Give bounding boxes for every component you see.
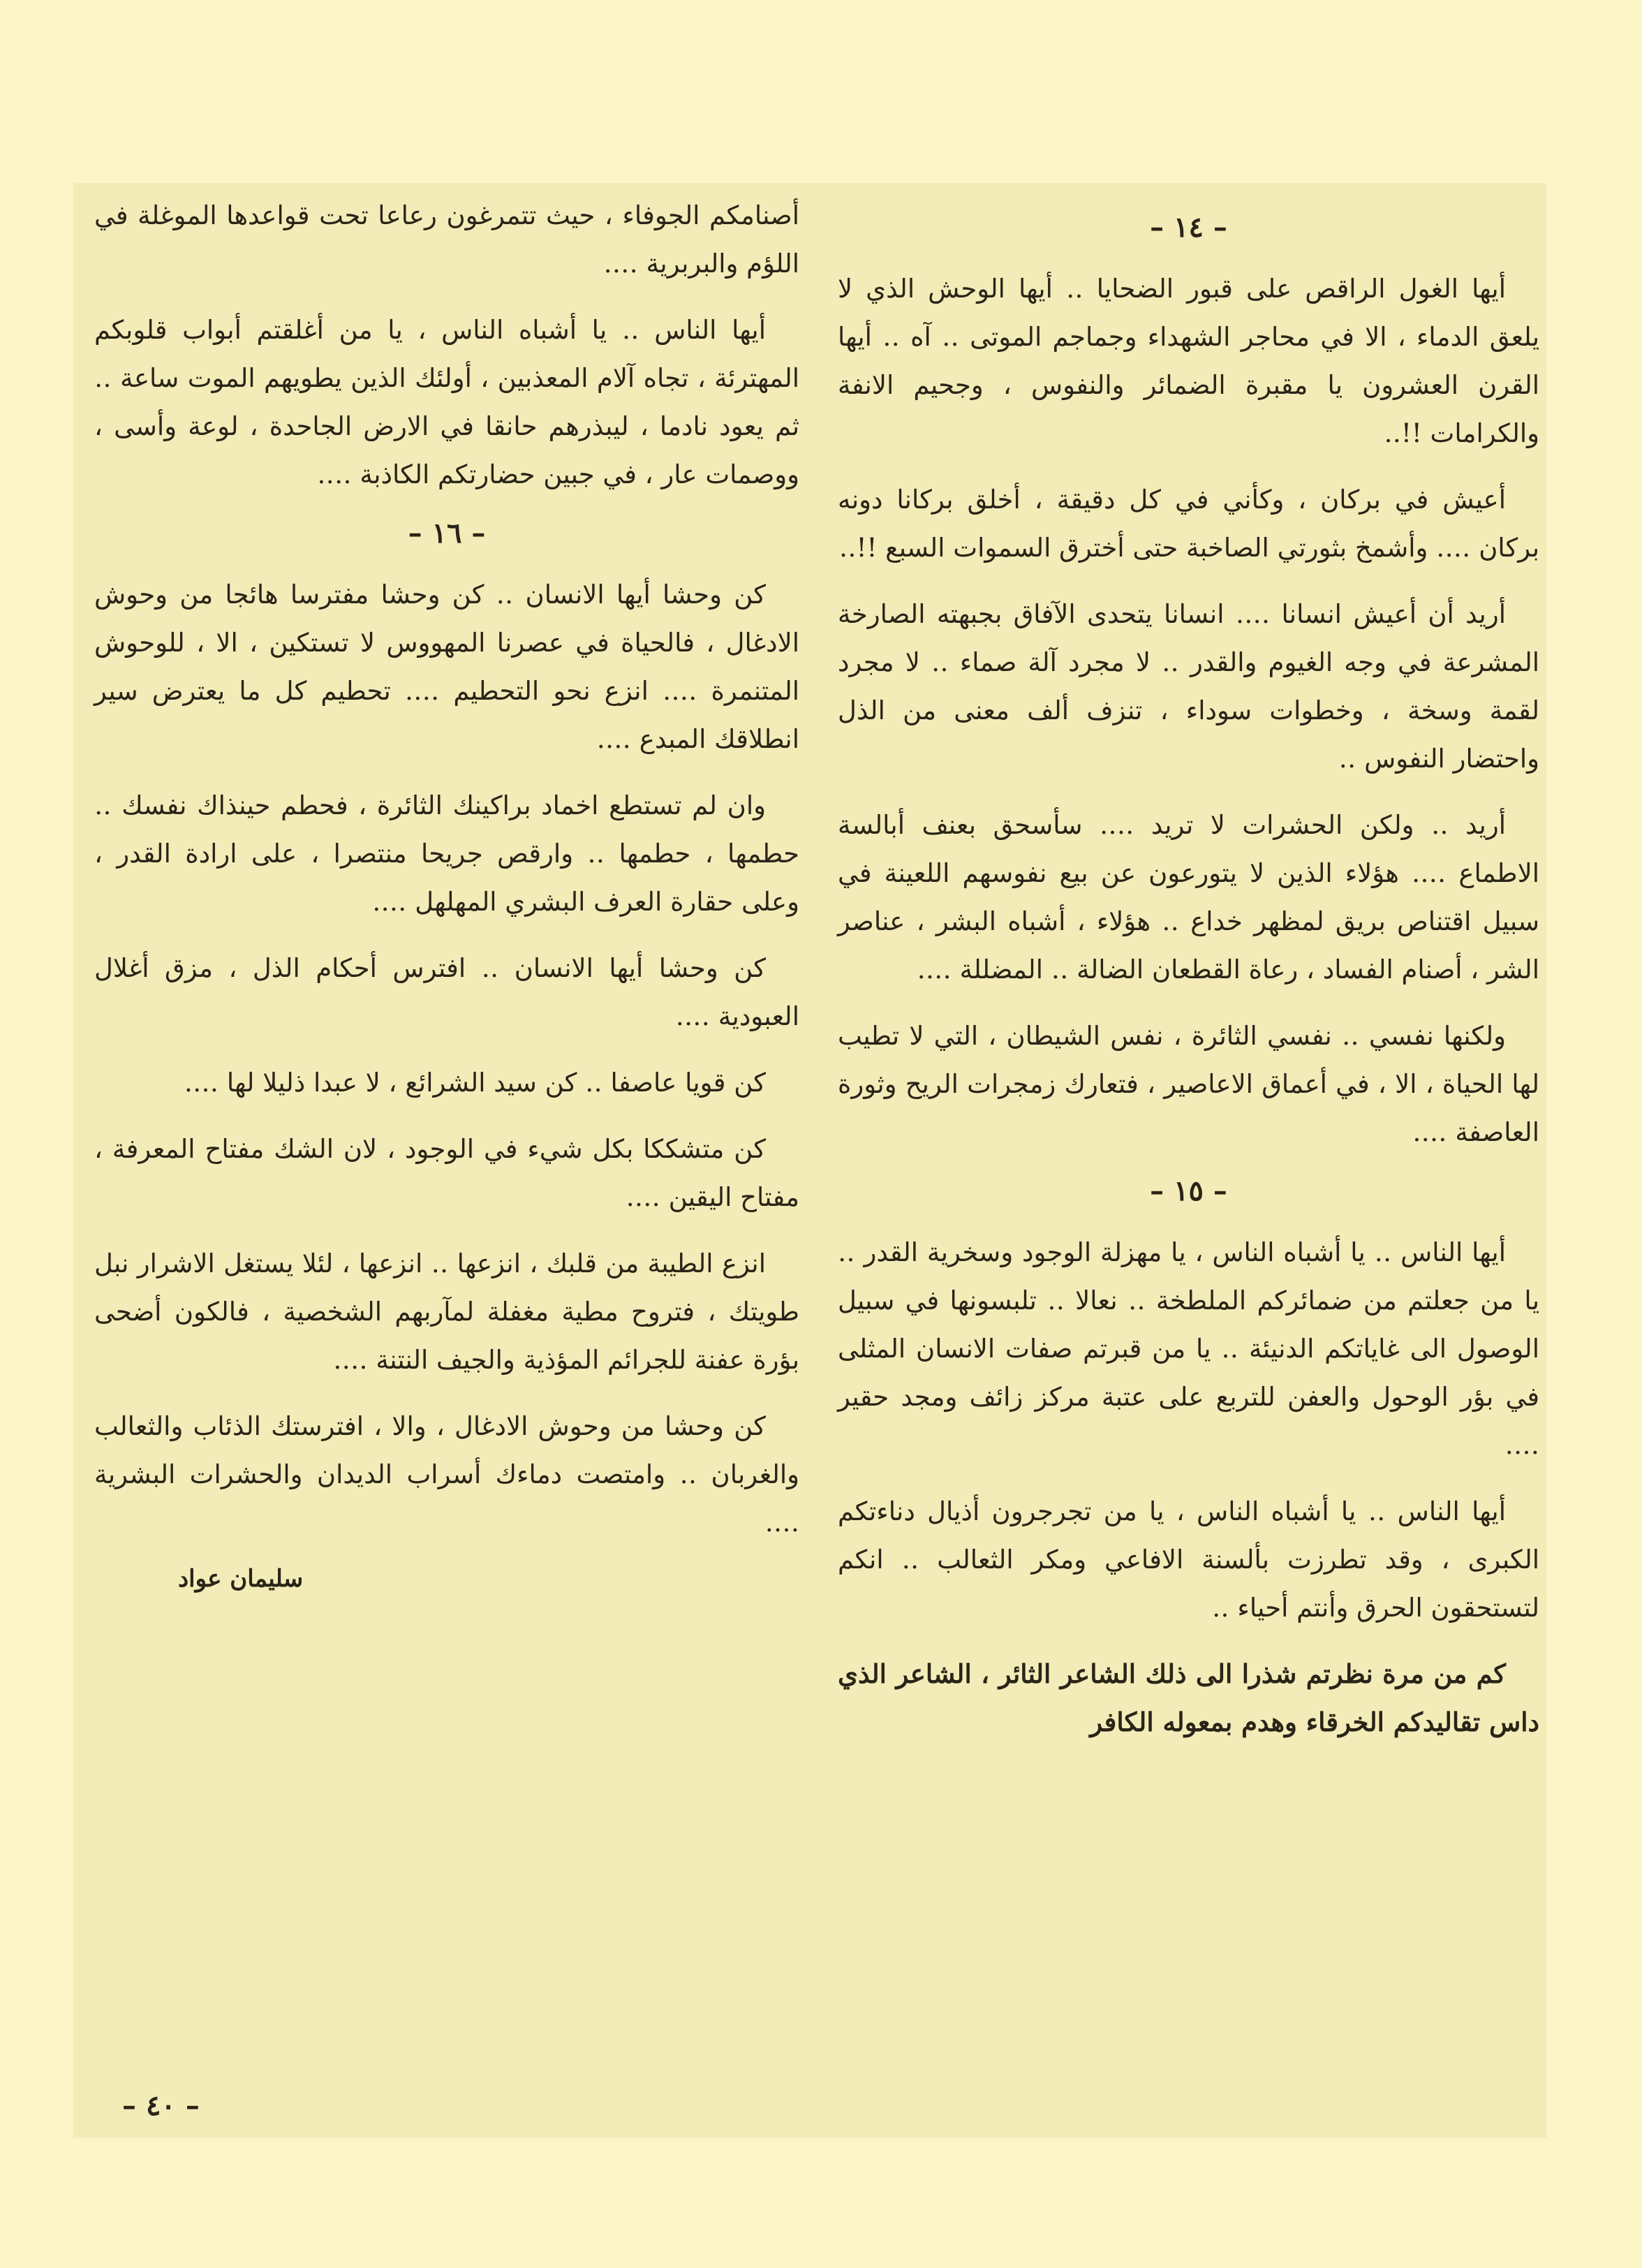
section-number-14: – ١٤ – xyxy=(1150,211,1227,244)
right-column xyxy=(838,204,1539,1765)
paragraph: كن قويا عاصفا ‥ كن سيد الشرائع ، لا عبدا ذليلا لها ‥‥ xyxy=(184,1068,766,1098)
section-number-15: – ١٥ – xyxy=(1150,1174,1227,1207)
paragraph: كن وحشا أيها الانسان ‥ كن وحشا مفترسا هائجا من وحوش الادغال ، فالحياة في عصرنا المهووس لا تستكين ، الا ، للوحوش المتنمرة ‥‥ انزع نحو التحطيم ‥‥ تحطيم كل ما يعترض سير انطلاقك المبدع ‥‥ xyxy=(94,580,799,754)
paragraph: وان لم تستطع اخماد براكينك الثائرة ، فحطم حينذاك نفسك ‥ حطمها ، حطمها ‥ وارقص جريحا منتصرا ، على ارادة القدر ، وعلى حقارة العرف البشري المهلهل ‥‥ xyxy=(94,790,799,917)
paragraph: أعيش في بركان ، وكأني في كل دقيقة ، أخلق بركانا دونه بركان ‥‥ وأشمخ بثورتي الصاخبة حتى أخترق السموات السبع !!‥ xyxy=(838,485,1539,563)
section-number-16: – ١٦ – xyxy=(408,517,486,550)
page-number: – ٤٠ – xyxy=(122,2089,200,2122)
paragraph: أيها الناس ‥ يا أشباه الناس ، يا مهزلة الوجود وسخرية القدر ‥ يا من جعلتم من ضمائركم الملطخة ‥ نعالا ‥ تلبسونها في سبيل الوصول الى غاياتكم الدنيئة ‥ يا من قبرتم صفات الانسان المثلى في بؤر الوحول والعفن للتربع على عتبة مركز زائف ومجد حقير ‥‥ xyxy=(838,1237,1539,1460)
paragraph: ولكنها نفسي ‥ نفسي الثائرة ، نفس الشيطان ، التي لا تطيب لها الحياة ، الا ، في أعماق الاعاصير ، فتعارك زمجرات الريح وثورة العاصفة ‥‥ xyxy=(838,1021,1539,1147)
paragraph: أصنامكم الجوفاء ، حيث تتمرغون رعاعا تحت قواعدها الموغلة في اللؤم والبربرية ‥‥ xyxy=(94,200,799,279)
paragraph: أيها الناس ‥ يا أشباه الناس ، يا من أغلقتم أبواب قلوبكم المهترئة ، تجاه آلام المعذبين ، أولئك الذين يطويهم الموت ساعة ‥ ثم يعود نادما ، ليبذرهم حانقا في الارض الجاحدة ، لوعة وأسى ، ووصمات عار ، في جبين حضارتكم الكاذبة ‥‥ xyxy=(94,315,799,489)
paragraph: كن وحشا أيها الانسان ‥ افترس أحكام الذل ، مزق أغلال العبودية ‥‥ xyxy=(94,953,799,1031)
paragraph: أريد أن أعيش انسانا ‥‥ انسانا يتحدى الآفاق بجبهته الصارخة المشرعة في وجه الغيوم والقدر ‥ لا مجرد آلة صماء ‥ لا مجرد لقمة وسخة ، وخطوات سوداء ، تنزف ألف معنى من الذل واحتضار النفوس ‥ xyxy=(838,599,1539,774)
paragraph: أريد ‥ ولكن الحشرات لا تريد ‥‥ سأسحق بعنف أبالسة الاطماع ‥‥ هؤلاء الذين لا يتورعون عن بيع نفوسهم اللعينة في سبيل اقتناص بريق لمظهر خداع ‥ هؤلاء ، أشباه البشر ، عناصر الشر ، أصنام الفساد ، رعاة القطعان الضالة ‥ المضللة ‥‥ xyxy=(838,810,1539,985)
author-signature: سليمان عواد xyxy=(178,1565,304,1593)
paragraph: انزع الطيبة من قلبك ، انزعها ‥ انزعها ، لئلا يستغل الاشرار نبل طويتك ، فتروح مطية مغفلة لمآربهم الشخصية ، فالكون أضحى بؤرة عفنة للجرائم المؤذية والجيف النتنة ‥‥ xyxy=(94,1249,799,1375)
paragraph: أيها الغول الراقص على قبور الضحايا ‥ أيها الوحش الذي لا يلعق الدماء ، الا في محاجر الشهداء وجماجم الموتى ‥ آه ‥ أيها القرن العشرون يا مقبرة الضمائر والنفوس ، وجحيم الانفة والكرامات !!‥ xyxy=(838,274,1539,448)
paragraph: أيها الناس ‥ يا أشباه الناس ، يا من تجرجرون أذيال دناءتكم الكبرى ، وقد تطرزت بألسنة الافاعي ومكر الثعالب ‥ انكم لتستحقون الحرق وأنتم أحياء ‥ xyxy=(838,1496,1539,1623)
paragraph: كن وحشا من وحوش الادغال ، والا ، افترستك الذئاب والثعالب والغربان ‥ وامتصت دماءك أسراب الديدان والحشرات البشرية ‥‥ xyxy=(94,1411,799,1538)
magazine-page xyxy=(73,183,1546,2138)
paragraph: كن متشككا بكل شيء في الوجود ، لان الشك مفتاح المعرفة ، مفتاح اليقين ‥‥ xyxy=(94,1134,799,1212)
paragraph: كم من مرة نظرتم شذرا الى ذلك الشاعر الثائر ، الشاعر الذي داس تقاليدكم الخرقاء وهدم بمعوله الكافر xyxy=(838,1658,1539,1737)
left-column xyxy=(94,191,799,1593)
